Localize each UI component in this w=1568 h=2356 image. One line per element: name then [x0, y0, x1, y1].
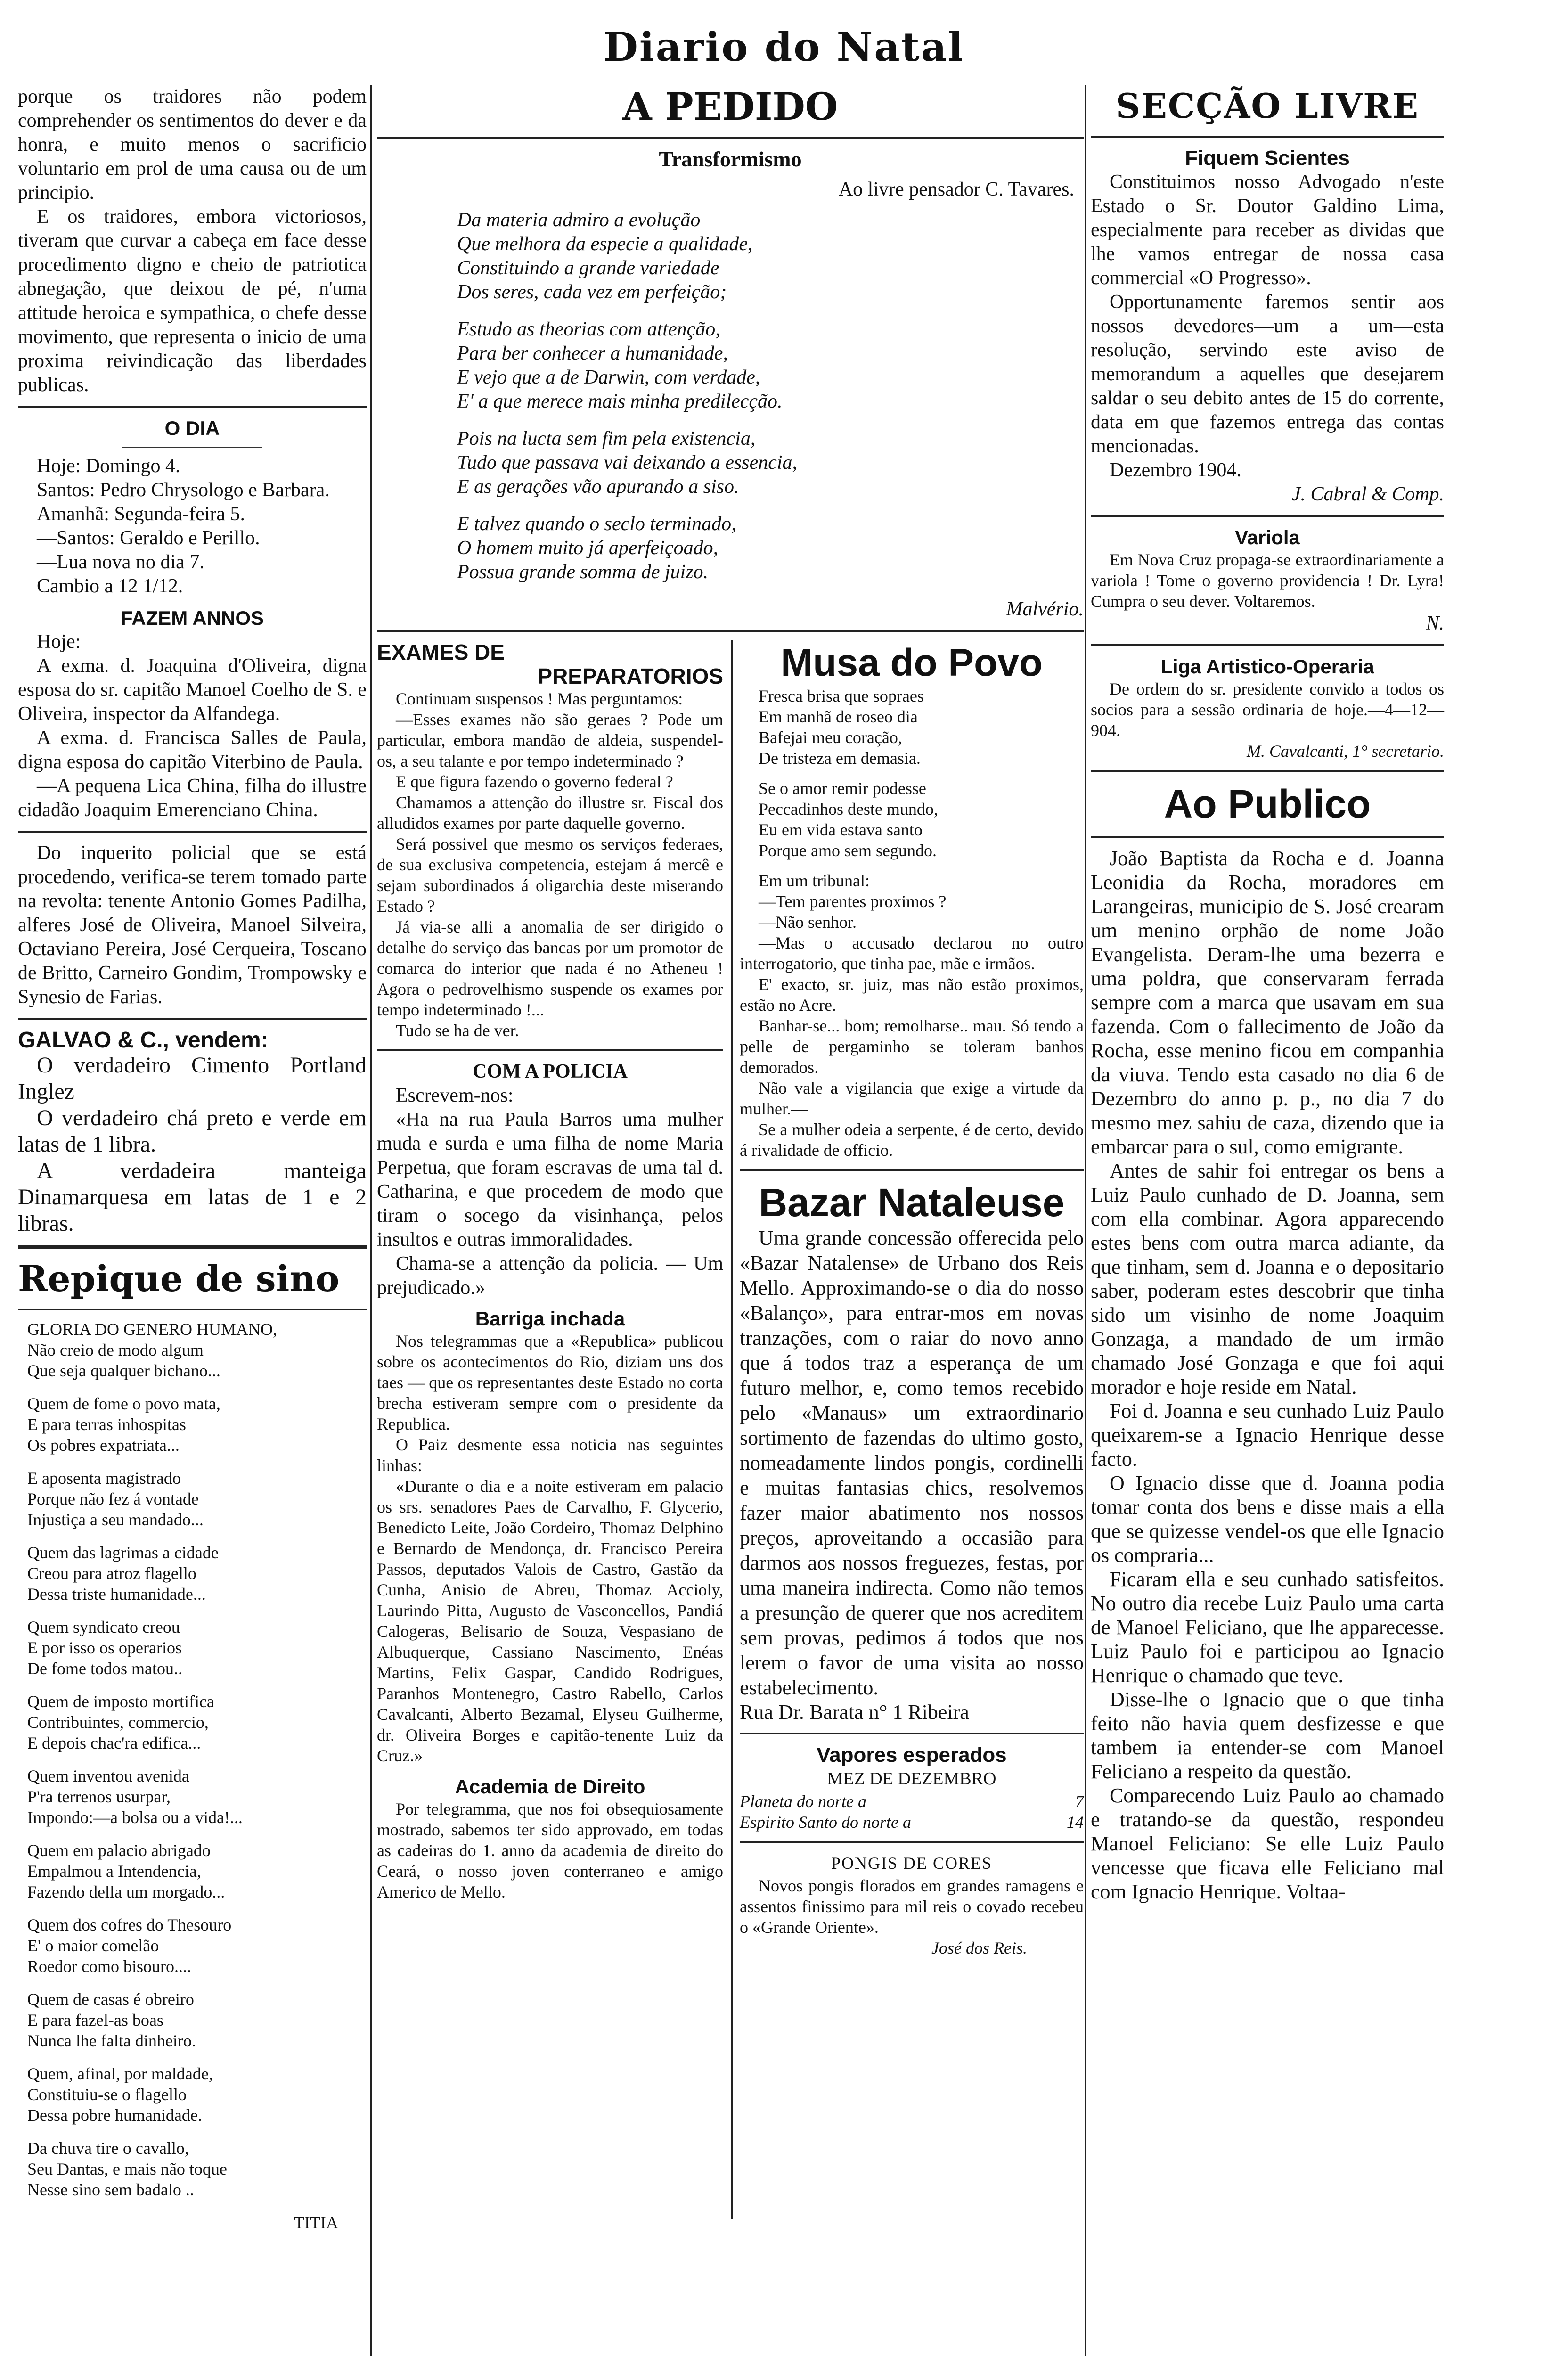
repique-stanza: Quem inventou avenida P'ra terrenos usurpar, Impondo:—a bolsa ou a vida!... [27, 1767, 243, 1827]
repique-title: Repique de sino [18, 1258, 340, 1300]
notice-text: Opportunamente faremos sentir aos nossos devedores—um a um—esta resolução, servindo este aviso de memorandum a aquelles que desejarem saldar o seu debito antes de 15 do corrente, data em que fazemos entrega das contas mencionadas. [1091, 291, 1444, 457]
vapores-ship: Espirito Santo do norte a [740, 1813, 912, 1832]
masthead: Diario do Natal [604, 24, 964, 70]
repique-stanza: Quem das lagrimas a cidade Creou para atroz flagello Dessa triste humanidade... [27, 1543, 219, 1603]
poem-stanza: Estudo as theorias com attenção, Para ber conhecer a humanidade, E vejo que a de Darwin, com verdade, E' a que merece mais minha predilecção. [457, 319, 783, 412]
seccao-livre-title: SECÇÃO LIVRE [1115, 86, 1419, 126]
repique-stanza: E aposenta magistrado Porque não fez á vontade Injustiça a seu mandado... [27, 1469, 204, 1529]
column-rule [1085, 85, 1086, 2356]
subcolumn-rule [731, 640, 733, 2219]
musa-prose-para: —Mas o accusado declarou no outro interrogatorio, que tinha pae, mãe e irmãos. [740, 933, 1084, 973]
vapores-day: 7 [1075, 1792, 1084, 1811]
fazem-annos-para: Hoje: [37, 631, 81, 653]
ao-publico-para: Disse-lhe o Ignacio que o que tinha feito não havia quem desfizesse e que tambem ia entender-se com Manoel Feliciano a respeito da questão. [1091, 1688, 1444, 1783]
variola-signature: N. [1426, 613, 1444, 634]
galvao-line: O verdadeiro Cimento Portland Inglez [18, 1053, 367, 1104]
ao-publico-para: Ficaram ella e seu cunhado satisfeitos. No outro dia recebe Luiz Paulo uma carta de Manoel Feliciano, que lhe apparecesse. Luiz Paulo foi e participou ao Ignacio Henrique o chamado que teve. [1091, 1568, 1444, 1687]
fazem-annos-para: —A pequena Lica China, filha do illustre cidadão Joaquim Emerenciano China. [18, 775, 367, 821]
o-dia-line: Hoje: Domingo 4. [37, 455, 180, 477]
repique-stanza: GLORIA DO GENERO HUMANO, Não creio de modo algum Que seja qualquer bichano... [27, 1320, 277, 1380]
opening-para: E os traidores, embora victoriosos, tiveram que curvar a cabeça em face desse procedimento digno e cheio de patriotica abnegação, que deixou de pé, n'uma attitude heroica e sympathica, o chefe desse movimento, que representa o inicio de uma proxima reivindicação das liberdades publicas. [18, 206, 367, 396]
repique-stanza: Quem syndicato creou E por isso os operarios De fome todos matou.. [27, 1618, 182, 1678]
fazem-annos-para: A exma. d. Joaquina d'Oliveira, digna esposa do sr. capitão Manoel Coelho de S. e Oliveira, inspector da Alfandega. [18, 655, 367, 725]
exames-para: Será possivel que mesmo os serviços federaes, de sua exclusiva competencia, estejam á mercê e sejam subordinados á oligarchia deste miserando Estado ? [377, 834, 723, 916]
column-rule [370, 85, 372, 2356]
repique-stanza: Quem de fome o povo mata, E para terras inhospitas Os pobres expatriata... [27, 1394, 220, 1455]
musa-prose-para: Banhar-se... bom; remolharse.. mau. Só tendo a pelle de pergaminho se toleram banhos demorados. [740, 1016, 1084, 1077]
subcolumn-left [377, 640, 723, 1902]
vapores-ship: Planeta do norte a [740, 1792, 866, 1811]
ao-publico-para: Foi d. Joanna e seu cunhado Luiz Paulo queixarem-se a Ignacio Henrique desse facto. [1091, 1399, 1444, 1471]
poem-stanza: Pois na lucta sem fim pela existencia, Tudo que passava vai deixando a essencia, E as gerações vão apurando a siso. [457, 428, 798, 498]
repique-stanza: Quem de imposto mortifica Contribuintes, commercio, E depois chac'ra edifica... [27, 1692, 214, 1752]
ao-publico-para: João Baptista da Rocha e d. Joanna Leonidia da Rocha, moradores em Larangeiras, municipio de S. José crearam um menino orphão de nome João Evangelista. Deram-lhe uma bezerra e uma poldra, que conservaram ferrada sempre com a marca que usavam em sua fazenda. Com o fallecimento de João da Rocha, esse menino ficou em companhia da viuva. Tendo esta casado no dia 6 de Dezembro do anno p. p., no dia 7 do mesmo mez sahiu de caza, dizendo que ia embarcar para o sul, como emigrante. [1091, 847, 1444, 1158]
musa-prose-para: E' exacto, sr. juiz, mas não estão proximos, estão no Acre. [740, 975, 1084, 1014]
poem-dedication: Ao livre pensador C. Tavares. [838, 179, 1074, 200]
ao-publico-para: Antes de sahir foi entregar os bens a Luiz Paulo cunhado de D. Joanna, sem com ella combinar. Agora apparecendo estes bens com outra marca adiante, da que tinham, sem d. Joanna e o depositario saber, poderam estes descobrir que tinha sido um visinho de nome Joaquim Gonzaga, a mandado de um irmão chamado José Gonzaga e que foi aqui morador e hoje reside em Natal. [1091, 1159, 1444, 1399]
musa-prose-para: —Tem parentes proximos ? [759, 892, 947, 911]
vapores-table [740, 1791, 1084, 1832]
policia-para: «Ha na rua Paula Barros uma mulher muda e surda e uma filha de nome Maria Perpetua, que foram escravas de uma tal d. Catharina, e que procedem de modo que tiram o socego da visinhança, pelos insultos e outras immoralidades. [377, 1109, 723, 1251]
exames-para: Já via-se alli a anomalia de ser dirigido o detalhe do serviço das bancas por um promotor de comarca do interior que nada é no Atheneu ! Agora o pedrovelhismo suspende os exames por tempo indeterminado !... [377, 917, 723, 1019]
pongis-signature: José dos Reis. [931, 1939, 1027, 1957]
barriga-title: Barriga inchada [475, 1308, 625, 1330]
galvao-title: GALVAO & C., vendem: [18, 1028, 269, 1053]
musa-prose-para: Não vale a vigilancia que exige a virtude da mulher.— [740, 1079, 1084, 1118]
bazar-title: Bazar Nataleuse [759, 1180, 1065, 1225]
vapores-title: Vapores esperados [817, 1743, 1007, 1767]
barriga-para: Nos telegrammas que a «Republica» publicou sobre os acontecimentos do Rio, diziam uns dos taes — que os representantes deste Estado no corta brecha estiveram sempre com o presidente da Republica. [377, 1332, 723, 1433]
notice-signature: J. Cabral & Comp. [1291, 483, 1444, 505]
exames-para: —Esses exames não são geraes ? Pode um particular, embora mandão de aldeia, suspendel-os, a seu talante e por tempo indeterminado ? [377, 710, 723, 770]
exames-para: Tudo se ha de ver. [396, 1021, 519, 1040]
musa-poem [759, 686, 1084, 861]
notice-date: Dezembro 1904. [1110, 459, 1241, 481]
notice-text: Constituimos nosso Advogado n'este Estado o Sr. Doutor Galdino Lima, especialmente para receber as dividas que lhe vamos entregar de nossa casa commercial «O Progresso». [1091, 171, 1444, 289]
transformismo-poem [457, 208, 1084, 584]
barriga-body [377, 1331, 723, 1766]
liga-title: Liga Artistico-Operaria [1160, 655, 1374, 678]
subcolumn-right [740, 640, 1084, 1958]
o-dia-line: Amanhã: Segunda-feira 5. [37, 503, 245, 525]
exames-body [377, 688, 723, 1041]
policia-para: Escrevem-nos: [396, 1085, 514, 1106]
musa-prose-para: Se a mulher odeia a serpente, é de certo, devido á rivalidade de officio. [740, 1120, 1084, 1160]
academia-text: Por telegramma, que nos foi obsequiosamente mostrado, sabemos ter sido approvado, em todas as cadeiras do 1. anno da academia de direito do Ceará, o nosso joven conterraneo e amigo Americo de Mello. [377, 1800, 723, 1901]
vapores-subtitle: MEZ DE DEZEMBRO [827, 1769, 996, 1789]
vapores-row [740, 1791, 1084, 1812]
ao-publico-para: Comparecendo Luiz Paulo ao chamado e tratando-se da questão, respondeu Manoel Feliciano: Se elle Luiz Paulo vencesse que ficava elle Feliciano mal com Ignacio Henrique. Voltaa- [1091, 1784, 1444, 1903]
musa-stanza: Se o amor remir podesse Peccadinhos deste mundo, Eu em vida estava santo Porque amo sem segundo. [759, 779, 938, 860]
o-dia-line: —Santos: Geraldo e Perillo. [37, 527, 260, 549]
column-2 [377, 84, 1084, 1957]
fazem-annos-title: FAZEM ANNOS [120, 607, 264, 629]
column-1 [18, 85, 367, 2233]
poem-stanza: E talvez quando o seclo terminado, O homem muito já aperfeiçoado, Possua grande somma de juizo. [457, 513, 736, 583]
o-dia-line: Cambio a 12 1/12. [37, 575, 183, 597]
poem-stanza: Da materia admiro a evolução Que melhora da especie a qualidade, Constituindo a grande variedade Dos seres, cada vez em perfeição; [457, 209, 753, 303]
variola-text: Em Nova Cruz propaga-se extraordinariamente a variola ! Tome o governo providencia ! Dr. Lyra! Cumpra o seu dever. Voltaremos. [1091, 550, 1444, 611]
column-3 [1091, 85, 1444, 1904]
ao-publico-body [1091, 846, 1444, 1904]
galvao-line: A verdadeira manteiga Dinamarquesa em latas de 1 e 2 libras. [18, 1158, 367, 1236]
variola-title: Variola [1235, 526, 1300, 548]
musa-stanza: Fresca brisa que sopraes Em manhã de roseo dia Bafejai meu coração, De tristeza em demasia. [759, 687, 924, 768]
academia-title: Academia de Direito [455, 1775, 645, 1798]
opening-para: porque os traidores não podem comprehender os sentimentos do dever e da honra, e muito menos o sacrificio voluntario em prol de uma causa ou de um principio. [18, 86, 367, 204]
musa-prose [740, 870, 1084, 1161]
liga-signature: M. Cavalcanti, 1° secretario. [1247, 742, 1444, 761]
o-dia-line: —Lua nova no dia 7. [37, 551, 204, 573]
exames-title: EXAMES DE [377, 640, 505, 664]
notice-title: Fiquem Scientes [1185, 147, 1350, 170]
exames-para: E que figura fazendo o governo federal ? [396, 772, 673, 791]
poem-title: Transformismo [659, 147, 802, 171]
policia-para: Chama-se a attenção da policia. — Um prejudicado.» [377, 1253, 723, 1299]
inquerito-para: Do inquerito policial que se está procedendo, verifica-se terem tomado parte na revolta: tenente Antonio Gomes Padilha, alferes José de Oliveira, Manoel Silveira, Octaviano Pereira, José Cerqueira, Toscano de Britto, Carneiro Gondim, Trompowsky e Synesio de Farias. [18, 842, 367, 1008]
repique-stanza: Quem dos cofres do Thesouro E' o maior comelão Roedor como bisouro.... [27, 1915, 232, 1976]
o-dia-line: Santos: Pedro Chrysologo e Barbara. [37, 479, 330, 501]
a-pedido-title: A PEDIDO [622, 84, 838, 129]
liga-text: De ordem do sr. presidente convido a todos os socios para a sessão ordinaria de hoje.—4—12—904. [1091, 679, 1444, 740]
barriga-para: O Paiz desmente essa noticia nas seguintes linhas: [377, 1435, 723, 1475]
repique-poem [18, 1319, 367, 2200]
musa-prose-para: —Não senhor. [759, 913, 857, 932]
musa-title: Musa do Povo [781, 641, 1043, 684]
barriga-para: «Durante o dia e a noite estiveram em palacio os srs. senadores Paes de Carvalho, F. Glycerio, Benedicto Leite, João Cordeiro, Thomaz Delphino e Bernardo de Mendonça, dr. Francisco Pereira Passos, deputados Valois de Castro, Gastão da Cunha, Anisio de Abreu, Thomaz Accioly, Laurindo Pitta, Augusto de Vasconcellos, Pandiá Calogeras, Belisario de Souza, Vespasiano de Albuquerque, Cassiano Nascimento, Enéas Martins, Felix Gaspar, Candido Rodrigues, Paranhos Montenegro, Castro Rabello, Carlos Cavalcanti, Alberto Bezamal, Elyseu Guilherme, dr. Oliveira Borges e capitão-tenente Luiz da Cruz.» [377, 1477, 723, 1765]
repique-signature: TITIA [294, 2213, 338, 2232]
vapores-row [740, 1812, 1084, 1832]
policia-body [377, 1084, 723, 1300]
poem-signature: Malvério. [1006, 598, 1084, 620]
exames-title: PREPARATORIOS [538, 664, 723, 688]
bazar-address: Rua Dr. Barata n° 1 Ribeira [740, 1701, 969, 1724]
pongis-title: PONGIS DE CORES [831, 1854, 993, 1873]
exames-para: Chamamos a attenção do illustre sr. Fiscal dos alludidos exames por parte daquelle governo. [377, 793, 723, 833]
repique-stanza: Quem em palacio abrigado Empalmou a Intendencia, Fazendo della um morgado... [27, 1841, 225, 1901]
repique-stanza: Quem, afinal, por maldade, Constituiu-se o flagello Dessa pobre humanidade. [27, 2064, 213, 2125]
galvao-line: O verdadeiro chá preto e verde em latas de 1 libra. [18, 1105, 367, 1157]
policia-title: COM A POLICIA [472, 1061, 628, 1082]
bazar-text: Uma grande concessão offerecida pelo «Bazar Natalense» de Urbano dos Reis Mello. Approximando-se o dia do nosso «Balanço», para entrar-mos em novas tranzações, com o raiar do novo anno que á todos traz a esperança de um futuro melhor, e, como temos recebido pelo «Manaus» um extraordinario sortimento de fazendas do ultimo gosto, nomeadamente lindos pongis, cordinelli e muitas fantasias chics, resolvemos fazer maior abatimento nos nossos preços, aproveitando a occasião para darmos aos nossos freguezes, festas, por uma maneira indirecta. Como não temos a presunção de querer que nos acreditem sem provas, pedimos á todos que nos lerem o favor de uma visita ao nosso estabelecimento. [740, 1227, 1084, 1699]
pongis-text: Novos pongis florados em grandes ramagens e assentos finissimo para mil reis o covado recebeu o «Grande Oriente». [740, 1876, 1084, 1937]
vapores-day: 14 [1067, 1813, 1084, 1832]
musa-prose-para: Em um tribunal: [759, 871, 870, 890]
exames-para: Continuam suspensos ! Mas perguntamos: [396, 689, 683, 708]
repique-stanza: Quem de casas é obreiro E para fazel-as boas Nunca lhe falta dinheiro. [27, 1990, 196, 2050]
o-dia-title: O DIA [164, 417, 220, 439]
repique-stanza: Da chuva tire o cavallo, Seu Dantas, e mais não toque Nesse sino sem badalo .. [27, 2139, 227, 2199]
ao-publico-para: O Ignacio disse que d. Joanna podia tomar conta dos bens e disse mais a ella que se quizesse vendel-os que elle Ignacio os compraria... [1091, 1472, 1444, 1567]
fazem-annos-para: A exma. d. Francisca Salles de Paula, digna esposa do capitão Viterbino de Paula. [18, 727, 367, 773]
ao-publico-title: Ao Publico [1164, 782, 1371, 826]
